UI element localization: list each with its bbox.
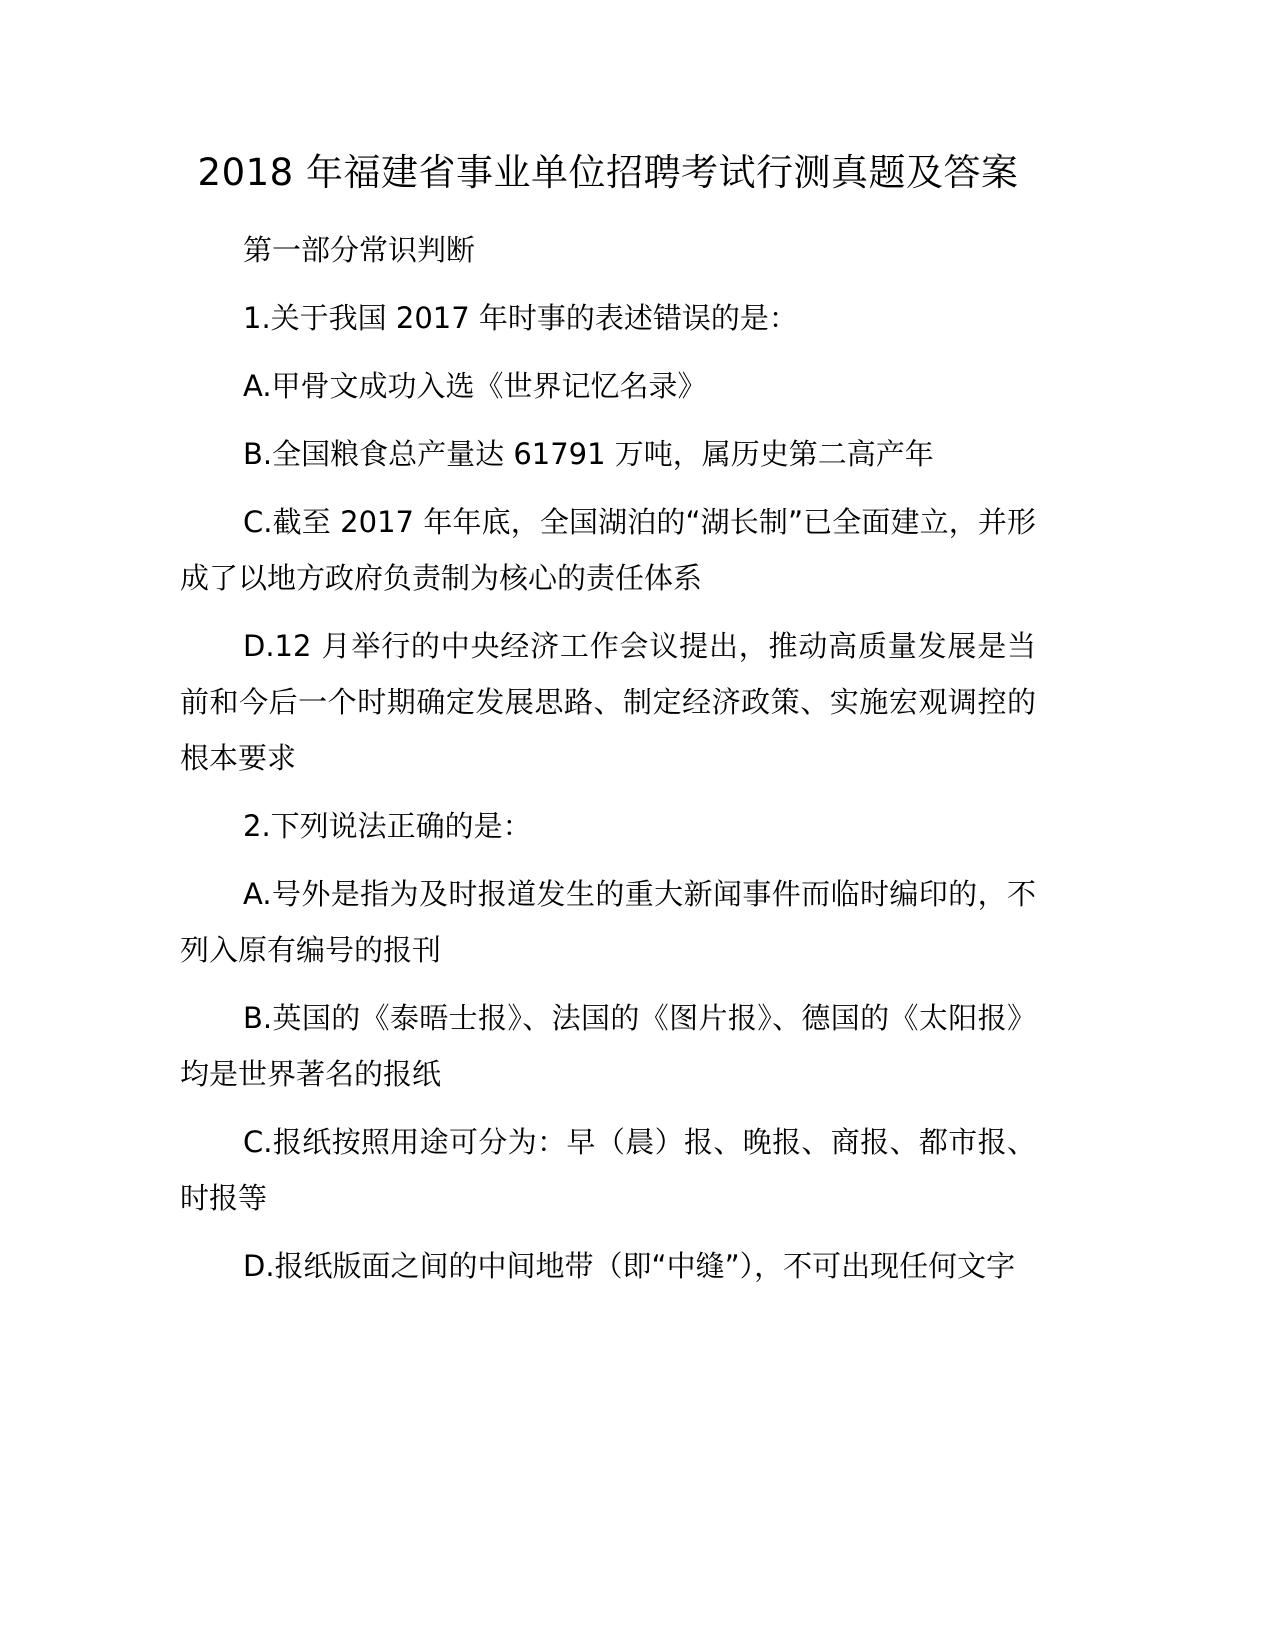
question-2-option-b: B.英国的《泰晤士报》、法国的《图片报》、德国的《太阳报》均是世界著名的报纸 [180, 1001, 1036, 1091]
question-2-option-d: D.报纸版面之间的中间地带（即“中缝”），不可出现任何文字 [243, 1249, 1016, 1283]
question-2-stem: 2.下列说法正确的是： [243, 809, 532, 843]
question-1-option-a: A.甲骨文成功入选《世界记忆名录》 [243, 369, 707, 403]
question-2-option-c: C.报纸按照用途可分为：早（晨）报、晚报、商报、都市报、时报等 [180, 1125, 1036, 1215]
question-2-option-a: A.号外是指为及时报道发生的重大新闻事件而临时编印的，不列入原有编号的报刊 [180, 877, 1036, 967]
document-title: 2018 年福建省事业单位招聘考试行测真题及答案 [197, 151, 1019, 194]
question-1-option-d: D.12 月举行的中央经济工作会议提出，推动高质量发展是当前和今后一个时期确定发展思路、制定经济政策、实施宏观调控的根本要求 [180, 629, 1036, 775]
question-1-stem: 1.关于我国 2017 年时事的表述错误的是： [243, 301, 798, 335]
question-1-option-c: C.截至 2017 年年底，全国湖泊的“湖长制”已全面建立，并形成了以地方政府负责制为核心的责任体系 [180, 505, 1036, 595]
question-1-option-b: B.全国粮食总产量达 61791 万吨，属历史第二高产年 [243, 437, 934, 471]
document-page [180, 145, 1036, 1294]
section-heading: 第一部分常识判断 [243, 233, 476, 267]
